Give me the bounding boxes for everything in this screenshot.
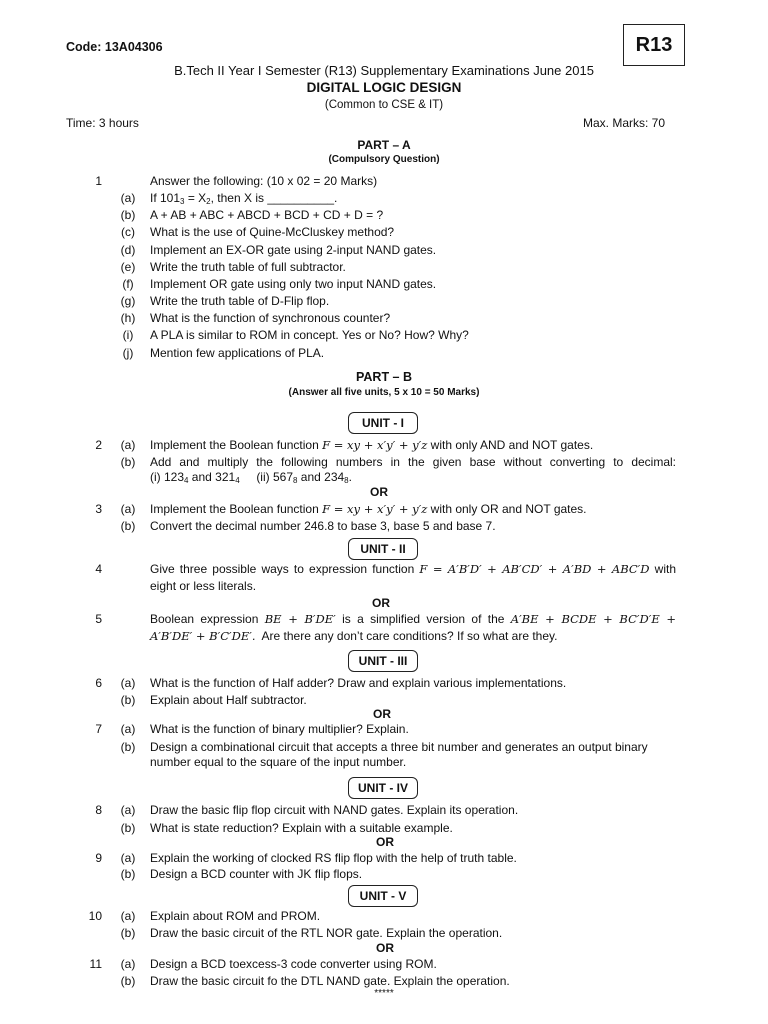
subquestion-text: Explain about ROM and PROM.: [150, 909, 321, 923]
question-9a: [0, 851, 768, 867]
question-10b: [0, 926, 768, 942]
subquestion-label: (a): [120, 803, 136, 817]
boolean-expression: F = A′B′D′ + AB′CD′ + A′BD + ABC′D: [419, 562, 650, 576]
subquestion-text: Write the truth table of full subtractor.: [150, 260, 346, 274]
or-separator: OR: [370, 485, 388, 499]
subquestion-text: Draw the basic flip flop circuit with NAND gates. Explain its operation.: [150, 803, 519, 817]
subquestion-label: (a): [120, 438, 136, 452]
common-to: (Common to CSE & IT): [324, 99, 444, 111]
part-a-subtitle: (Compulsory Question): [328, 154, 440, 165]
question-1a: [0, 191, 768, 207]
question-1e: [0, 260, 768, 276]
unit-5-heading: UNIT - V: [348, 885, 418, 907]
question-5-cont: [0, 629, 768, 645]
question-text: Boolean expression BE + B′DE′ is a simplified version of the A′BE + BCDE + BC′D′E +: [150, 612, 677, 626]
question-text: eight or less literals.: [150, 579, 257, 593]
subquestion-label: (b): [120, 926, 136, 940]
subquestion-label: (a): [120, 502, 136, 516]
subquestion-label: (b): [120, 867, 136, 881]
question-number: 7: [95, 722, 102, 736]
end-of-paper-mark: *****: [374, 988, 394, 999]
unit-1-heading: UNIT - I: [348, 412, 418, 434]
or-separator: OR: [376, 941, 394, 955]
question-4-cont: [0, 579, 768, 595]
subquestion-text: Write the truth table of D-Flip flop.: [150, 294, 330, 308]
question-number: 11: [89, 957, 102, 971]
question-1h: [0, 311, 768, 327]
question-10a: [0, 909, 768, 925]
subquestion-text: Explain the working of clocked RS flip flop with the help of truth table.: [150, 851, 517, 865]
question-number: 3: [95, 502, 102, 516]
question-text: Give three possible ways to expression function F = A′B′D′ + AB′CD′ + A′BD + ABC′D with: [150, 562, 677, 576]
or-separator: OR: [372, 596, 390, 610]
subquestion-label: (a): [120, 676, 136, 690]
question-1j: [0, 346, 768, 362]
question-2a: [0, 438, 768, 454]
question-number: 8: [95, 803, 102, 817]
question-5: [0, 612, 768, 628]
subquestion-label: (j): [122, 346, 134, 360]
subquestion-label: (a): [120, 722, 136, 736]
exam-title: B.Tech II Year I Semester (R13) Supplementary Examinations June 2015: [174, 63, 594, 78]
subquestion-text: What is the function of Half adder? Draw and explain various implementations.: [150, 676, 567, 690]
subquestion-label: (b): [120, 208, 136, 222]
unit-4-heading: UNIT - IV: [348, 777, 418, 799]
question-11a: [0, 957, 768, 973]
subquestion-text: Implement an EX-OR gate using 2-input NAND gates.: [150, 243, 437, 257]
question-number: 2: [95, 438, 102, 452]
subquestion-text: Implement the Boolean function F = xy + x′y′ + y′z with only AND and NOT gates.: [150, 438, 594, 452]
subquestion-text: Implement the Boolean function F = xy + x′y′ + y′z with only OR and NOT gates.: [150, 502, 587, 516]
question-6a: [0, 676, 768, 692]
subquestion-text: Draw the basic circuit of the RTL NOR gate. Explain the operation.: [150, 926, 503, 940]
subquestion-label: (b): [120, 693, 136, 707]
subquestion-text: Design a BCD toexcess-3 code converter using ROM.: [150, 957, 437, 971]
subquestion-label: (b): [120, 455, 136, 469]
subquestion-label: (a): [120, 851, 136, 865]
subquestion-text: If $101_3 = X_2$, then X is __________.: [150, 191, 338, 206]
subquestion-label: (a): [120, 191, 136, 205]
or-separator: OR: [376, 835, 394, 849]
subquestion-text: What is the use of Quine-McCluskey method?: [150, 225, 395, 239]
boolean-expression: BE + B′DE′: [264, 612, 336, 626]
question-number: 9: [95, 851, 102, 865]
subquestion-text: A PLA is similar to ROM in concept. Yes or No? How? Why?: [150, 328, 469, 342]
part-b-subtitle: (Answer all five units, 5 x 10 = 50 Marks): [288, 387, 480, 398]
unit-2-heading: UNIT - II: [348, 538, 418, 560]
subquestion-text: Draw the basic circuit fo the DTL NAND gate. Explain the operation.: [150, 974, 510, 988]
subquestion-text: number equal to the square of the input number.: [150, 755, 407, 769]
question-number: 1: [95, 174, 102, 188]
subquestion-label: (b): [120, 974, 136, 988]
subquestion-text: What is the function of binary multiplier? Explain.: [150, 722, 409, 736]
question-number: 4: [95, 562, 102, 576]
subquestion-text: (i) $123_4$ and $321_4$ (ii) $567_8$ and $234_8$.: [150, 470, 352, 485]
question-3a: [0, 502, 768, 518]
boolean-expression: A′BE + BCDE + BC′D′E +: [510, 612, 677, 626]
exam-time: Time: 3 hours: [66, 116, 139, 130]
subject-title: DIGITAL LOGIC DESIGN: [306, 80, 462, 95]
boolean-expression: A′B′DE′ + B′C′DE′.: [150, 629, 256, 643]
subquestion-label: (h): [120, 311, 136, 325]
question-1f: [0, 277, 768, 293]
subquestion-label: (b): [120, 740, 136, 754]
subquestion-text: Add and multiply the following numbers in the given base without converting to decimal:: [150, 455, 676, 469]
part-b-title: PART – B: [355, 370, 413, 384]
subquestion-label: (f): [122, 277, 134, 291]
question-1i: [0, 328, 768, 344]
question-1: [0, 174, 768, 190]
subquestion-label: (c): [121, 225, 135, 239]
question-7b-cont: [0, 755, 768, 771]
question-1g: [0, 294, 768, 310]
subquestion-label: (g): [120, 294, 136, 308]
paper-code: Code: 13A04306: [66, 40, 163, 54]
question-1d: [0, 243, 768, 259]
subquestion-label: (a): [120, 957, 136, 971]
boolean-expression: F = xy + x′y′ + y′z: [322, 438, 428, 452]
question-number: 5: [95, 612, 102, 626]
or-separator: OR: [373, 707, 391, 721]
question-2b-cont: [0, 470, 768, 486]
question-4: [0, 562, 768, 578]
subquestion-text: Mention few applications of PLA.: [150, 346, 325, 360]
subquestion-label: (a): [120, 909, 136, 923]
regulation-badge: R13: [623, 24, 685, 66]
question-text: Answer the following: (10 x 02 = 20 Marks): [150, 174, 378, 188]
subquestion-label: (e): [120, 260, 136, 274]
subquestion-text: Implement OR gate using only two input NAND gates.: [150, 277, 437, 291]
question-8a: [0, 803, 768, 819]
subquestion-label: (i): [122, 328, 134, 342]
question-9b: [0, 867, 768, 883]
question-number: 6: [95, 676, 102, 690]
unit-3-heading: UNIT - III: [348, 650, 418, 672]
subquestion-label: (d): [120, 243, 136, 257]
subquestion-text: Explain about Half subtractor.: [150, 693, 307, 707]
question-text: A′B′DE′ + B′C′DE′. Are there any don’t care conditions? If so what are they.: [150, 629, 558, 643]
subquestion-label: (b): [120, 821, 136, 835]
subquestion-text: Design a BCD counter with JK flip flops.: [150, 867, 363, 881]
subquestion-label: (b): [120, 519, 136, 533]
subquestion-text: Convert the decimal number 246.8 to base 3, base 5 and base 7.: [150, 519, 496, 533]
part-a-title: PART – A: [357, 138, 411, 152]
question-3b: [0, 519, 768, 535]
max-marks: Max. Marks: 70: [583, 116, 666, 130]
subquestion-text: What is state reduction? Explain with a suitable example.: [150, 821, 453, 835]
subquestion-text: A + AB + ABC + ABCD + BCD + CD + D = ?: [150, 208, 384, 222]
question-7b: [0, 740, 768, 756]
subquestion-text: What is the function of synchronous counter?: [150, 311, 391, 325]
question-7a: [0, 722, 768, 738]
boolean-expression: F = xy + x′y′ + y′z: [322, 502, 428, 516]
question-number: 10: [88, 909, 102, 923]
question-2b: [0, 455, 768, 471]
question-1b: [0, 208, 768, 224]
subquestion-text: Design a combinational circuit that accepts a three bit number and generates an output binary: [150, 740, 648, 754]
question-1c: [0, 225, 768, 241]
